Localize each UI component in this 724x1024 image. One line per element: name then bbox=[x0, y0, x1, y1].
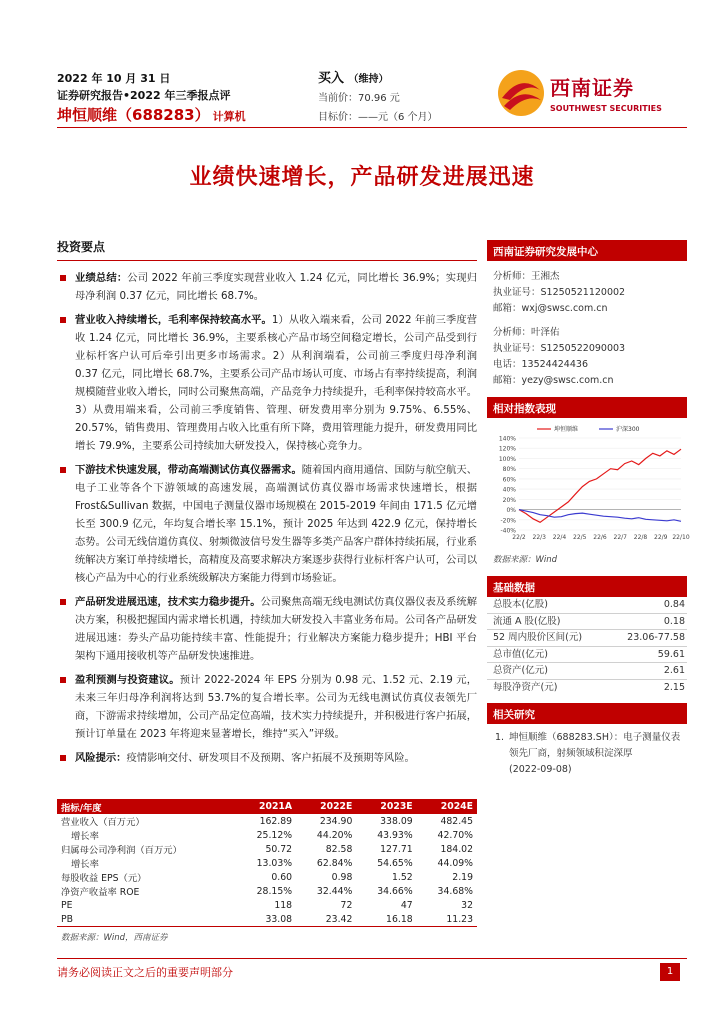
forecast-header-row bbox=[57, 799, 477, 814]
target-price: 目标价：——元（6 个月） bbox=[318, 112, 438, 123]
analyst-name: 分析师：叶泽佑 bbox=[493, 327, 560, 338]
y-tick-label: -40% bbox=[500, 527, 516, 535]
col-header: 指标/年度 bbox=[57, 799, 236, 814]
analyst-email[interactable]: 邮箱：wxj@swsc.com.cn bbox=[493, 303, 608, 314]
basic-data-row: 流通 A 股(亿股) 0.18 bbox=[487, 614, 687, 631]
table-row: PE 118 72 47 32 bbox=[61, 899, 473, 911]
basic-data-row: 每股净资产(元) 2.15 bbox=[493, 681, 685, 693]
x-tick-label: 22/7 bbox=[613, 534, 627, 541]
y-tick-label: -20% bbox=[500, 517, 516, 525]
y-tick-label: 60% bbox=[502, 476, 516, 484]
basic-data-row: 总市值(亿元) 59.61 bbox=[487, 647, 687, 664]
x-tick-label: 22/2 bbox=[512, 534, 526, 541]
related-research-item[interactable]: 1. 坤恒顺维（688283.SH）：电子测量仪表领先厂商，射频领域积淀深厚 (2022-09-08) bbox=[495, 732, 681, 775]
header-divider bbox=[57, 127, 687, 128]
y-tick-label: 100% bbox=[498, 455, 516, 463]
analyst-license: 执业证号：S1250522090003 bbox=[493, 343, 626, 354]
rating bbox=[318, 67, 389, 86]
forecast-table bbox=[57, 799, 477, 944]
highlights-divider bbox=[57, 260, 477, 261]
logo-subtext: SOUTHWEST SECURITIES bbox=[550, 104, 662, 113]
research-center-header: 西南证券研究发展中心 bbox=[487, 240, 687, 261]
y-tick-label: 80% bbox=[502, 466, 516, 474]
report-title: 业绩快速增长，产品研发进展迅速 bbox=[189, 165, 535, 190]
bullet-revenue: 营业收入持续增长，毛利率保持较高水平。1）从收入端来看，公司 2022 年前三季度营收 1.24 亿元，同比增长 36.9%，主要系核心产品市场空间稳定增长，公司产品受到行业标杆客户认可后牵引出更多市场需求。2）从利润端看，公司前三季度归母净利润 0.37 亿元，同比增长 68.7%，主要系公司产品市场认可度、市场占有率持续提高，利润规模随营业收入增长，同时公司聚焦高端，产品竞争力持续提升，毛利率保持较高水平。3）从费用端来看，公司前三季度销售、管理、研发费用率分别为 9.75%、6.55%、20.57%，销售费用、管理费用占收入比重有所下降，费用管理能力提升，研发费用同比增长 79.9%，主要系公司持续加大研发投入，保持核心竞争力。 bbox=[57, 311, 477, 455]
table-row: 增长率 25.12% 44.20% 43.93% 42.70% bbox=[71, 829, 473, 842]
relative-index-header: 相对指数表现 bbox=[487, 397, 687, 418]
y-tick-label: 120% bbox=[498, 445, 516, 453]
page-number: 1 bbox=[660, 963, 680, 981]
x-tick-label: 22/10 bbox=[672, 534, 690, 541]
chart-svg bbox=[487, 422, 690, 552]
table-row: 每股收益 EPS（元） 0.60 0.98 1.52 2.19 bbox=[61, 871, 473, 884]
bullet-risk: 风险提示：疫情影响交付、研发项目不及预期、客户拓展不及预期等风险。 bbox=[57, 749, 477, 767]
bullet-downstream: 下游技术快速发展，带动高端测试仿真仪器需求。随着国内商用通信、国防与航空航天、电子工业等各个下游领域的高速发展，高端测试仿真仪器市场需求快速增长，根据 Frost&Sullivan 数据，中国电子测量仪器市场规模在 2015-2019 年间由 171.5 亿元增长至 300.9 亿元，年均复合增长率 15.1%，预计 2025 年达到 422.9 亿元，保持增长态势。公司无线信道仿真仪、射频微波信号发生器等多类产品客户群体持续拓展，行业系统解决方案订单持续增长，高精度及高要求解决方案逐步获得行业标杆客户认可，公司以核心产品为中心的行业系统级解决方案能力得到市场验证。 bbox=[57, 461, 477, 587]
report-type: 证券研究报告•2022 年三季报点评 bbox=[57, 89, 231, 102]
bullet-results: 业绩总结：公司 2022 年前三季度实现营业收入 1.24 亿元，同比增长 36.9%；实现归母净利润 0.37 亿元，同比增长 68.7%。 bbox=[57, 269, 477, 305]
table-row: 营业收入（百万元） 162.89 234.90 338.09 482.45 bbox=[61, 815, 473, 828]
x-tick-label: 22/3 bbox=[532, 534, 546, 541]
x-tick-label: 22/4 bbox=[552, 534, 567, 541]
basic-data-row: 总资产(亿元) 2.61 bbox=[487, 663, 687, 680]
y-tick-label: 20% bbox=[502, 496, 516, 504]
logo-text: 西南证券 bbox=[550, 76, 634, 100]
company-ticker: 坤恒顺维（688283） bbox=[57, 106, 210, 124]
col-header: 2021A bbox=[236, 799, 296, 814]
company-name bbox=[57, 104, 246, 125]
table-row: 归属母公司净利润（百万元） 50.72 82.58 127.71 184.02 bbox=[61, 843, 473, 856]
x-tick-label: 22/9 bbox=[654, 534, 668, 541]
footer-divider bbox=[57, 958, 687, 959]
analyst-phone: 电话：13524424436 bbox=[493, 359, 588, 370]
footer-notice: 请务必阅读正文之后的重要声明部分 bbox=[57, 966, 233, 979]
bullet-forecast: 盈利预测与投资建议。预计 2022-2024 年 EPS 分别为 0.98 元、1.52 元、2.19 元，未来三年归母净利润将达到 53.7%的复合增长率。公司为无线电测试仿真仪表领先厂商，下游需求持续增加，公司产品定位高端，技术实力持续提升，并积极进行客户拓展，预计订单量在 2023 年将迎来显著增长，维持“买入”评级。 bbox=[57, 671, 477, 743]
rating-value: 买入 bbox=[318, 71, 345, 86]
chart-source: 数据来源：Wind bbox=[493, 555, 558, 565]
legend-label: 坤恒顺维 bbox=[554, 426, 579, 433]
related-research-header: 相关研究 bbox=[487, 703, 687, 724]
highlights-heading: 投资要点 bbox=[57, 240, 106, 254]
sidebar bbox=[487, 240, 690, 778]
current-price: 当前价：70.96 元 bbox=[318, 93, 400, 104]
col-header: 2023E bbox=[356, 799, 416, 814]
table-source-row bbox=[57, 927, 477, 945]
rating-note: （维持） bbox=[348, 74, 389, 85]
company-logo bbox=[496, 66, 686, 124]
basic-data-header: 基础数据 bbox=[487, 576, 687, 597]
relative-index-chart bbox=[487, 422, 690, 552]
basic-data-row: 总股本(亿股) 0.84 bbox=[487, 597, 687, 614]
x-tick-label: 22/8 bbox=[633, 534, 648, 541]
y-tick-label: 140% bbox=[498, 435, 516, 443]
logo-emblem-icon bbox=[496, 68, 546, 118]
table-row: 增长率 13.03% 62.84% 54.65% 44.09% bbox=[71, 857, 473, 870]
table-source: 数据来源：Wind，西南证券 bbox=[61, 933, 168, 943]
bullet-rnd: 产品研发进展迅速，技术实力稳步提升。公司聚焦高端无线电测试仿真仪器仪表及系统解决方案，积极把握国内需求增长机遇，持续加大研发投入丰富业务布局。公司各产品研发进展迅速：券头产品功能持续丰富、性能提升；行业解决方案能力稳步提升；HBI 平台架构下通用接收机等产品研发快速推进。 bbox=[57, 593, 477, 665]
series-line-0 bbox=[519, 449, 681, 522]
table-row: PB 33.08 23.42 16.18 11.23 bbox=[57, 912, 477, 927]
report-date: 2022 年 10 月 31 日 bbox=[57, 72, 171, 85]
analyst-name: 分析师：王湘杰 bbox=[493, 271, 560, 282]
col-header: 2024E bbox=[417, 799, 477, 814]
y-tick-label: 0% bbox=[506, 507, 516, 515]
x-tick-label: 22/5 bbox=[573, 534, 587, 541]
col-header: 2022E bbox=[296, 799, 356, 814]
legend-label: 沪深300 bbox=[616, 426, 640, 433]
analyst-email[interactable]: 邮箱：yezy@swsc.com.cn bbox=[493, 375, 614, 386]
y-tick-label: 40% bbox=[502, 486, 516, 494]
investment-highlights bbox=[57, 238, 477, 773]
analyst-license: 执业证号：S1250521120002 bbox=[493, 287, 626, 298]
sector-label: 计算机 bbox=[212, 110, 246, 123]
table-row: 净资产收益率 ROE 28.15% 32.44% 34.66% 34.68% bbox=[61, 885, 473, 898]
basic-data-row: 52 周内股价区间(元) 23.06-77.58 bbox=[487, 630, 687, 647]
x-tick-label: 22/6 bbox=[593, 534, 607, 541]
